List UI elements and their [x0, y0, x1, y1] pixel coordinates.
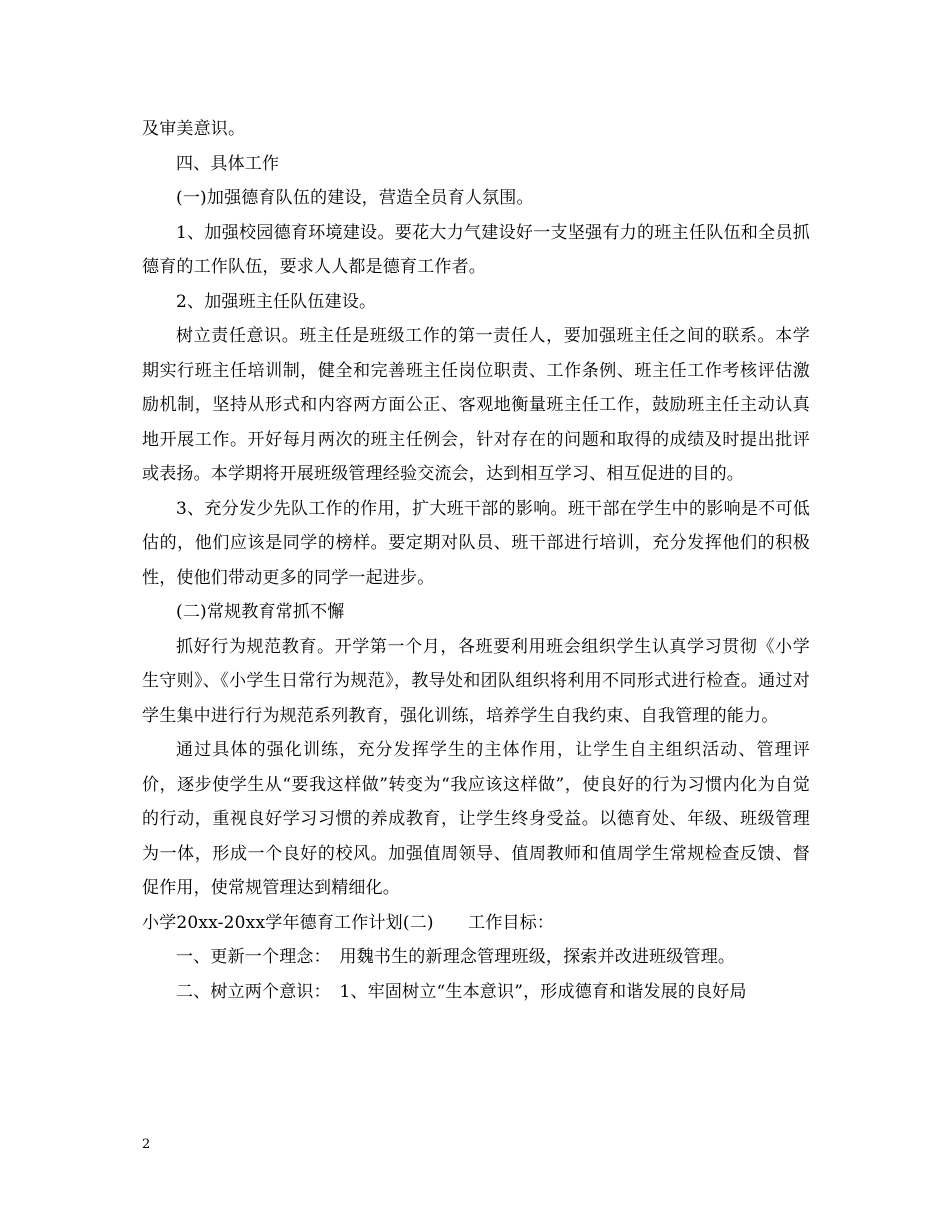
paragraph-responsibility: 树立责任意识。班主任是班级工作的第一责任人，要加强班主任之间的联系。本学期实行班主任培训制，健全和完善班主任岗位职责、工作条例、班主任工作考核评估激励机制，坚持从形式和内容两方面公正、客观地衡量班主任工作，鼓励班主任主动认真地开展工作。开好每月两次的班主任例会，针对存在的问题和取得的成绩及时提出批评或表扬。本学期将开展班级管理经验交流会，达到相互学习、相互促进的目的。: [142, 326, 810, 484]
paragraph-aesthetic-awareness: 及审美意识。: [142, 119, 246, 139]
paragraph-item-3: 3、充分发少先队工作的作用，扩大班干部的影响。班干部在学生中的影响是不可低估的，他们应该是同学的榜样。要定期对队员、班干部进行培训，充分发挥他们的积极性，使他们带动更多的同学一起进步。: [142, 498, 810, 588]
paragraph-goal-1: 一、更新一个理念： 用魏书生的新理念管理班级，探索并改进班级管理。: [176, 947, 736, 967]
paragraph-item-2: 2、加强班主任队伍建设。: [176, 291, 377, 312]
subheading-routine-education: (二)常规教育常抓不懈: [176, 602, 345, 622]
paragraph-behavior-norms: 抓好行为规范教育。开学第一个月，各班要利用班会组织学生认真学习贯彻《小学生守则》、《小学生日常行为规范》，教导处和团队组织将利用不同形式进行检查。通过对学生集中进行行为规范系列教育，强化训练，培养学生自我约束、自我管理的能力。: [142, 636, 810, 726]
section-title-plan-two: 小学20xx-20xx学年德育工作计划(二) 工作目标：: [142, 912, 555, 933]
paragraph-goal-2: 二、树立两个意识： 1、牢固树立“生本意识”，形成德育和谐发展的良好局: [176, 981, 747, 1002]
subheading-moral-team: (一)加强德育队伍的建设，营造全员育人氛围。: [176, 188, 534, 208]
heading-specific-work: 四、具体工作: [176, 153, 280, 174]
document-body: [142, 112, 810, 1009]
paragraph-training: 通过具体的强化训练，充分发挥学生的主体作用，让学生自主组织活动、管理评价，逐步使学生从“要我这样做”转变为“我应该这样做”，使良好的行为习惯内化为自觉的行动，重视良好学习习惯的养成教育，让学生终身受益。以德育处、年级、班级管理为一体，形成一个良好的校风。加强值周领导、值周教师和值周学生常规检查反馈、督促作用，使常规管理达到精细化。: [142, 740, 810, 898]
paragraph-item-1: 1、加强校园德育环境建设。要花大力气建设好一支坚强有力的班主任队伍和全员抓德育的工作队伍，要求人人都是德育工作者。: [142, 222, 810, 277]
page-number: 2: [142, 1137, 151, 1152]
